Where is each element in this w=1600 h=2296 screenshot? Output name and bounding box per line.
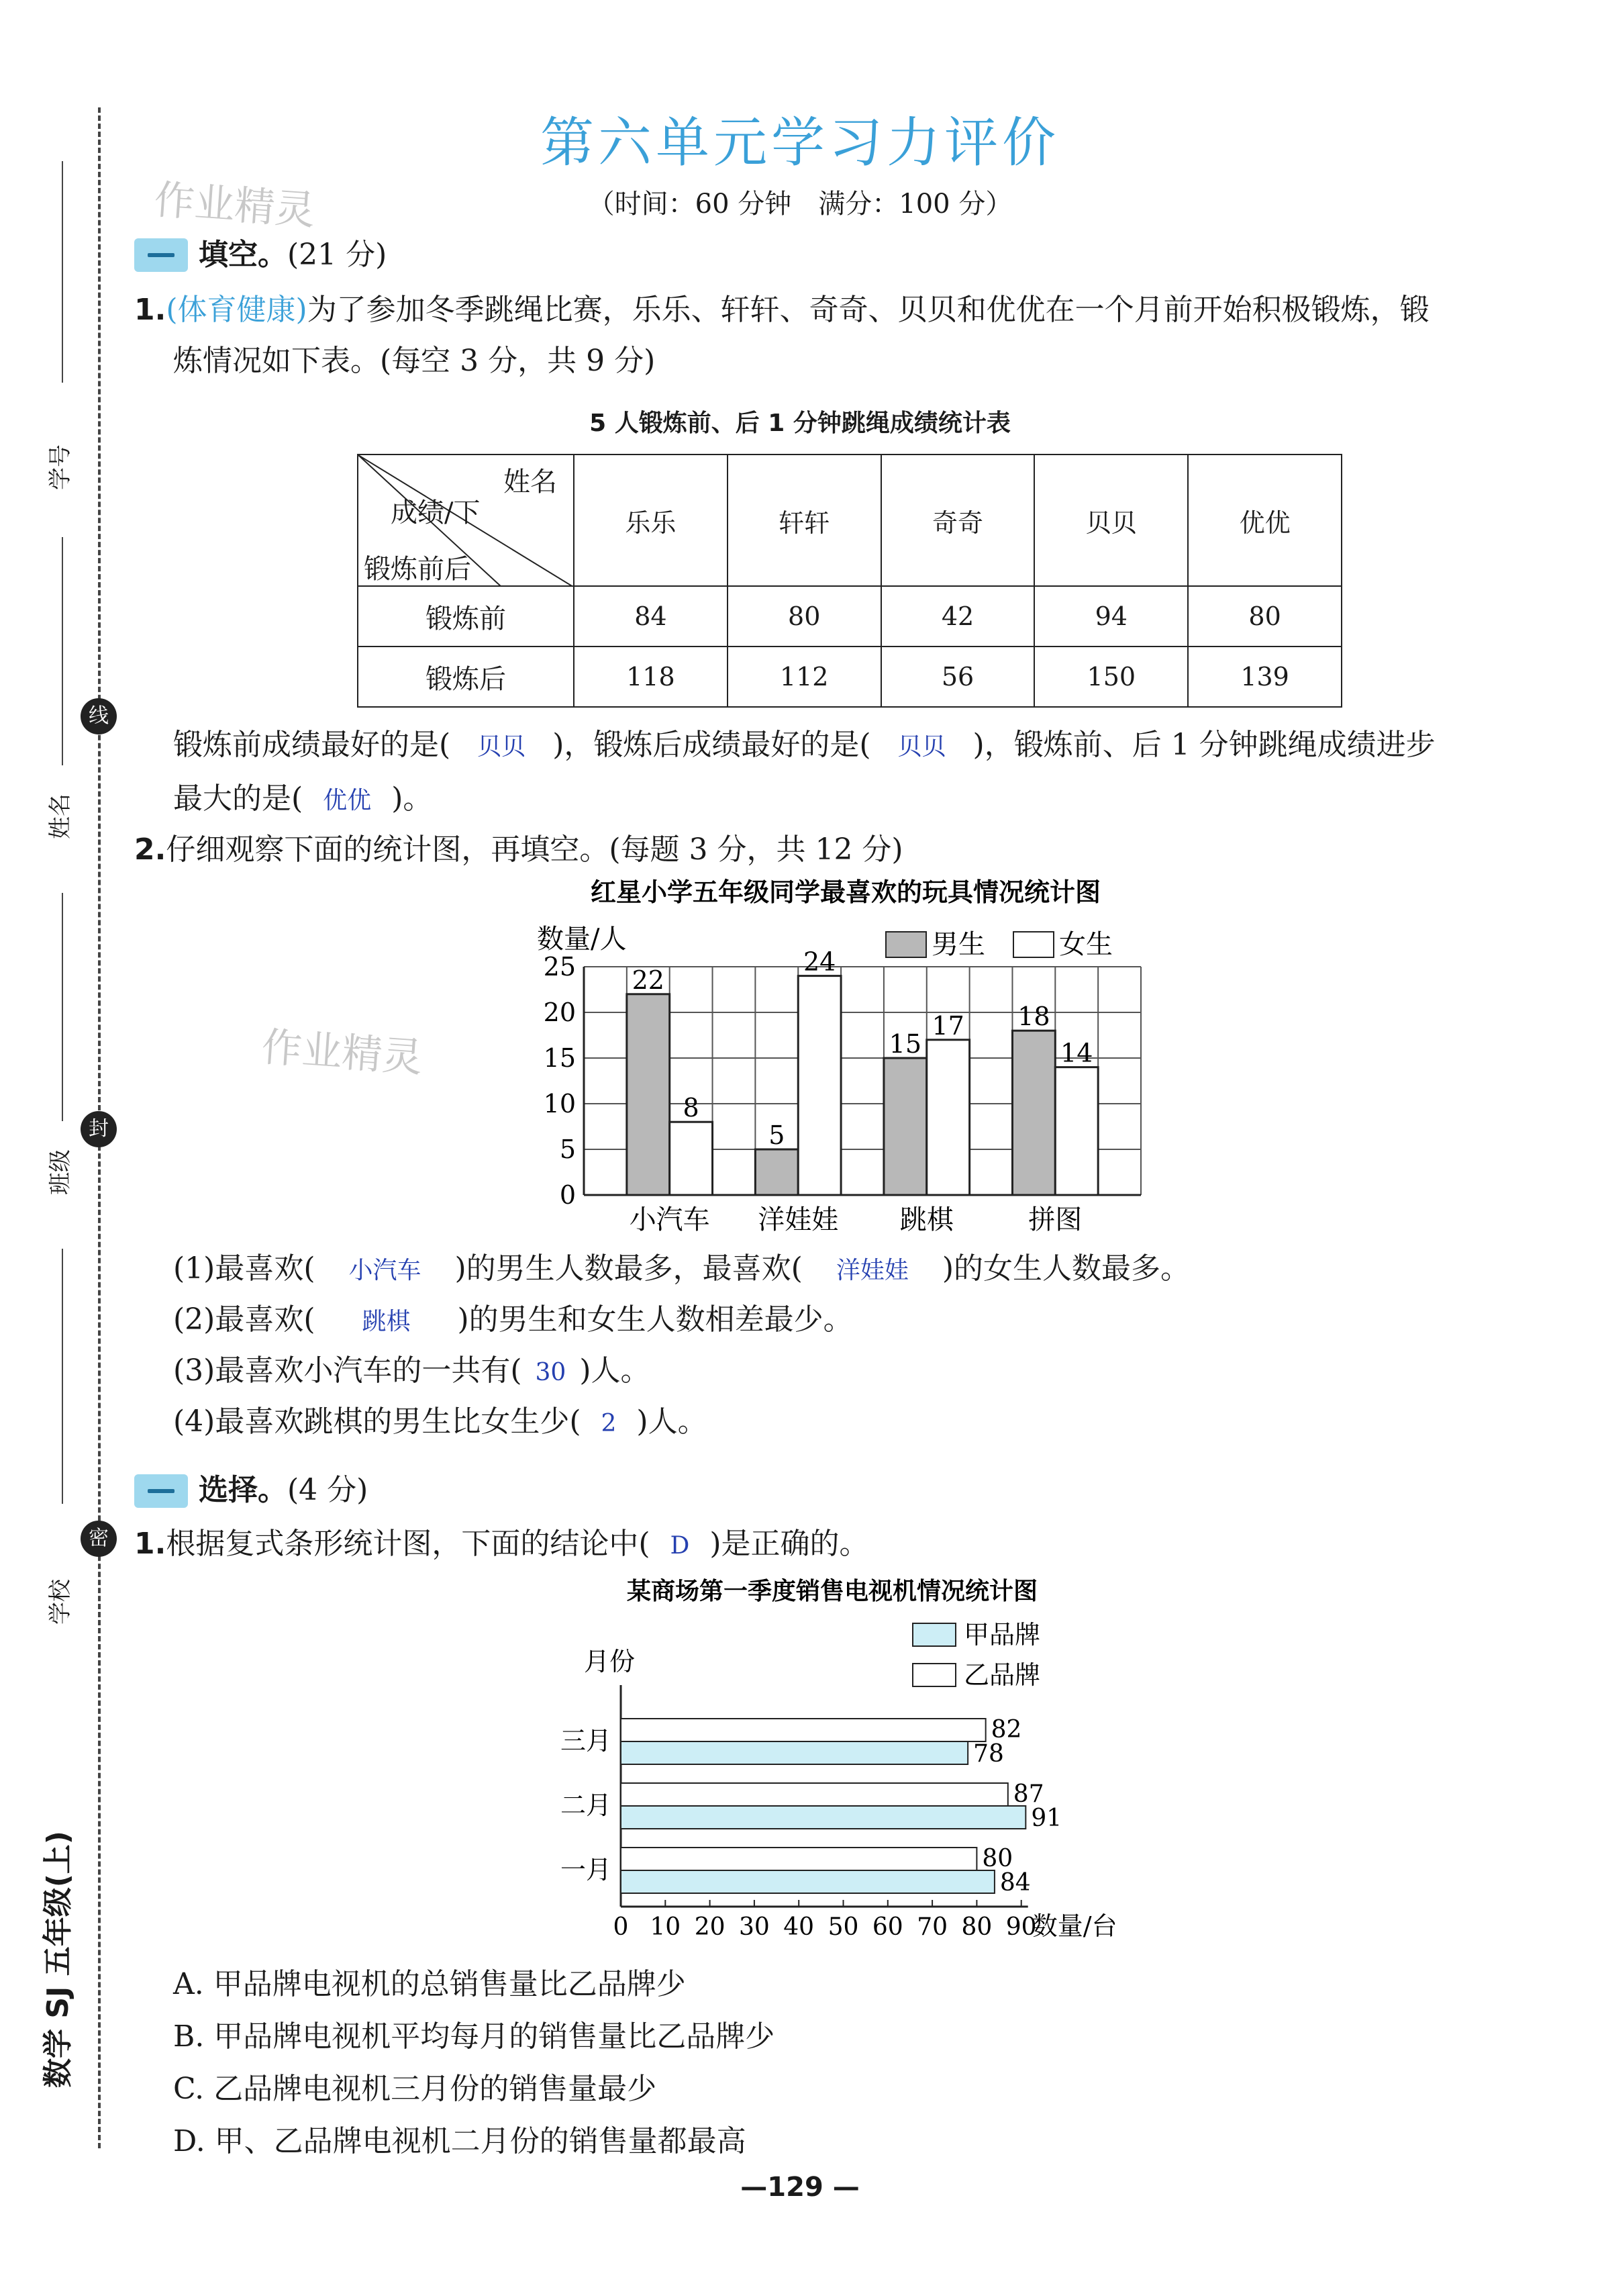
data-label: 78 (973, 1740, 1004, 1768)
toy-chart (523, 873, 1168, 1249)
answer: 贝贝 (477, 733, 526, 761)
table-cell: 94 (1034, 586, 1188, 647)
data-label: 5 (768, 1120, 785, 1150)
bar-boys (755, 1149, 798, 1195)
section2-heading: 选择。(4 分) (199, 1473, 368, 1507)
answer: 洋娃娃 (836, 1257, 909, 1284)
data-label: 14 (1060, 1038, 1093, 1068)
row-label: 锻炼后 (358, 647, 574, 707)
school-label: 学校 (47, 1579, 74, 1625)
y-tick-label: 二月 (560, 1790, 611, 1820)
option-c: C. 乙品牌电视机三月份的销售量最少 (173, 2072, 657, 2106)
y-tick-label: 一月 (560, 1855, 611, 1884)
table-row (358, 586, 1342, 647)
bar-brand-b (621, 1719, 986, 1741)
bar-brand-b (621, 1848, 977, 1870)
y-tick-label: 25 (543, 952, 576, 982)
option-b: B. 甲品牌电视机平均每月的销售量比乙品牌少 (173, 2019, 775, 2054)
x-axis-label: 数量/台 (1032, 1911, 1117, 1941)
y-tick-label: 10 (543, 1089, 576, 1118)
bar-boys (627, 994, 670, 1195)
x-tick-label: 60 (872, 1913, 903, 1941)
bar-brand-b (621, 1783, 1008, 1806)
table-cell: 42 (881, 586, 1035, 647)
corner-top: 姓名 (503, 467, 557, 497)
legend-label: 男生 (932, 929, 985, 960)
data-label: 8 (683, 1093, 699, 1123)
seal-seal-circle: 封 (81, 1111, 117, 1147)
q1-fill-line2: 最大的是( 优优 )。 (173, 781, 433, 816)
corner-bottom: 锻炼前后 (364, 554, 471, 585)
q2-item-2: (2)最喜欢( 跳棋 )的男生和女生人数相差最少。 (173, 1302, 853, 1337)
y-tick-label: 15 (543, 1043, 576, 1073)
q2-item-4: (4)最喜欢跳棋的男生比女生少( 2 )人。 (173, 1404, 707, 1439)
table-cell: 112 (728, 647, 881, 707)
answer: 小汽车 (348, 1257, 421, 1284)
bar-boys (1012, 1031, 1055, 1195)
data-label: 87 (1013, 1780, 1044, 1808)
legend-swatch-boys (886, 932, 926, 957)
x-tick-label: 30 (738, 1913, 770, 1941)
x-tick-label: 70 (917, 1913, 948, 1941)
option-d: D. 甲、乙品牌电视机二月份的销售量都最高 (173, 2124, 746, 2158)
table-header-cell: 轩轩 (728, 455, 881, 586)
score-table (357, 454, 1342, 708)
table-cell: 56 (881, 647, 1035, 707)
data-label: 24 (803, 947, 836, 977)
chart-title: 红星小学五年级同学最喜欢的玩具情况统计图 (590, 877, 1101, 907)
tv-chart (510, 1571, 1154, 1960)
seal-line-circle: 线 (81, 698, 117, 734)
data-label: 22 (632, 965, 664, 995)
q2-item-3: (3)最喜欢小汽车的一共有( 30 )人。 (173, 1353, 650, 1388)
legend-swatch-brand-b (913, 1664, 956, 1686)
answer: 贝贝 (897, 733, 946, 761)
watermark: 作业精灵 (152, 176, 317, 235)
x-tick-label: 80 (961, 1913, 993, 1941)
x-tick-label: 40 (783, 1913, 815, 1941)
section1-heading: 填空。(21 分) (199, 238, 387, 272)
table-corner (358, 455, 574, 586)
table-cell: 139 (1188, 647, 1342, 707)
q1-line2: 炼情况如下表。(每空 3 分，共 9 分) (173, 344, 656, 378)
bar-brand-a (621, 1741, 968, 1764)
legend-label: 女生 (1059, 929, 1113, 960)
data-label: 91 (1031, 1805, 1062, 1832)
class-rule (62, 893, 63, 1121)
bar-boys (884, 1058, 927, 1195)
table-title: 5 人锻炼前、后 1 分钟跳绳成绩统计表 (589, 410, 1011, 437)
x-tick-label: 10 (650, 1913, 681, 1941)
y-axis-label: 数量/人 (537, 924, 627, 955)
row-label: 锻炼前 (358, 586, 574, 647)
corner-mid: 成绩/下 (391, 497, 481, 528)
x-tick-label: 拼图 (1028, 1204, 1083, 1235)
y-tick-label: 5 (559, 1135, 576, 1164)
table-header-cell: 优优 (1188, 455, 1342, 586)
data-label: 15 (889, 1029, 922, 1059)
section-badge (134, 238, 188, 272)
y-tick-label: 三月 (560, 1726, 611, 1756)
table-row (358, 647, 1342, 707)
answer: 优优 (323, 787, 372, 814)
bar-brand-a (621, 1806, 1026, 1829)
bar-girls (927, 1040, 970, 1195)
bar-girls (670, 1122, 713, 1195)
table-cell: 150 (1034, 647, 1188, 707)
answer: D (670, 1532, 690, 1560)
legend-swatch-brand-a (913, 1623, 956, 1646)
watermark: 作业精灵 (260, 1023, 424, 1082)
table-cell: 84 (574, 586, 728, 647)
x-tick-label: 20 (694, 1913, 726, 1941)
seal-secret-circle: 密 (81, 1521, 117, 1557)
option-a: A. 甲品牌电视机的总销售量比乙品牌少 (173, 1967, 686, 2001)
x-tick-label: 跳棋 (899, 1204, 954, 1235)
y-axis-label: 月份 (584, 1647, 636, 1676)
page-title: 第六单元学习力评价 (540, 111, 1060, 174)
table-cell: 80 (728, 586, 881, 647)
table-header-cell: 奇奇 (881, 455, 1035, 586)
table-header-cell: 乐乐 (574, 455, 728, 586)
page-number: —129 — (740, 2172, 860, 2203)
x-tick-label: 50 (828, 1913, 859, 1941)
q2-item-1: (1)最喜欢( 小汽车 )的男生人数最多，最喜欢( 洋娃娃 )的女生人数最多。 (173, 1251, 1191, 1286)
answer: 2 (601, 1410, 617, 1437)
x-tick-label: 洋娃娃 (758, 1204, 839, 1235)
chart-title: 某商场第一季度销售电视机情况统计图 (626, 1578, 1038, 1605)
bar-brand-a (621, 1870, 995, 1893)
q1-line1: 1.(体育健康)为了参加冬季跳绳比赛，乐乐、轩轩、奇奇、贝贝和优优在一个月前开始积极锻炼，锻 (134, 293, 1430, 327)
book-label: 数学 SJ 五年级(上) (41, 1831, 75, 2088)
answer: 跳棋 (362, 1308, 411, 1335)
name-label: 姓名 (47, 794, 74, 839)
legend-swatch-girls (1013, 932, 1054, 957)
data-label: 18 (1017, 1002, 1050, 1032)
x-tick-label: 0 (613, 1913, 629, 1941)
class-label: 班级 (47, 1149, 74, 1195)
school-rule (62, 1249, 63, 1504)
bar-girls (798, 976, 841, 1195)
data-label: 80 (982, 1845, 1013, 1872)
q1-fill-line1: 锻炼前成绩最好的是( 贝贝 )，锻炼后成绩最好的是( 贝贝 )，锻炼前、后 1 分钟跳绳成绩进步 (173, 728, 1436, 762)
legend-label: 乙品牌 (964, 1660, 1041, 1690)
legend-label: 甲品牌 (964, 1620, 1041, 1649)
data-label: 17 (932, 1010, 964, 1041)
table-cell: 118 (574, 647, 728, 707)
q2-prompt: 2.仔细观察下面的统计图，再填空。(每题 3 分，共 12 分) (134, 832, 903, 867)
data-label: 82 (991, 1716, 1022, 1743)
student-id-label: 学号 (47, 444, 74, 490)
table-cell: 80 (1188, 586, 1342, 647)
name-rule (62, 537, 63, 765)
x-tick-label: 90 (1005, 1913, 1037, 1941)
page-subtitle: （时间：60 分钟 满分：100 分） (587, 189, 1013, 220)
section-badge (134, 1474, 188, 1508)
y-tick-label: 20 (543, 998, 576, 1027)
answer: 30 (535, 1359, 566, 1386)
table-header-cell: 贝贝 (1034, 455, 1188, 586)
y-tick-label: 0 (559, 1180, 576, 1210)
x-tick-label: 小汽车 (629, 1204, 710, 1235)
data-label: 84 (999, 1869, 1031, 1897)
q3-prompt: 1.根据复式条形统计图，下面的结论中( D )是正确的。 (134, 1527, 869, 1561)
bar-girls (1055, 1067, 1098, 1195)
